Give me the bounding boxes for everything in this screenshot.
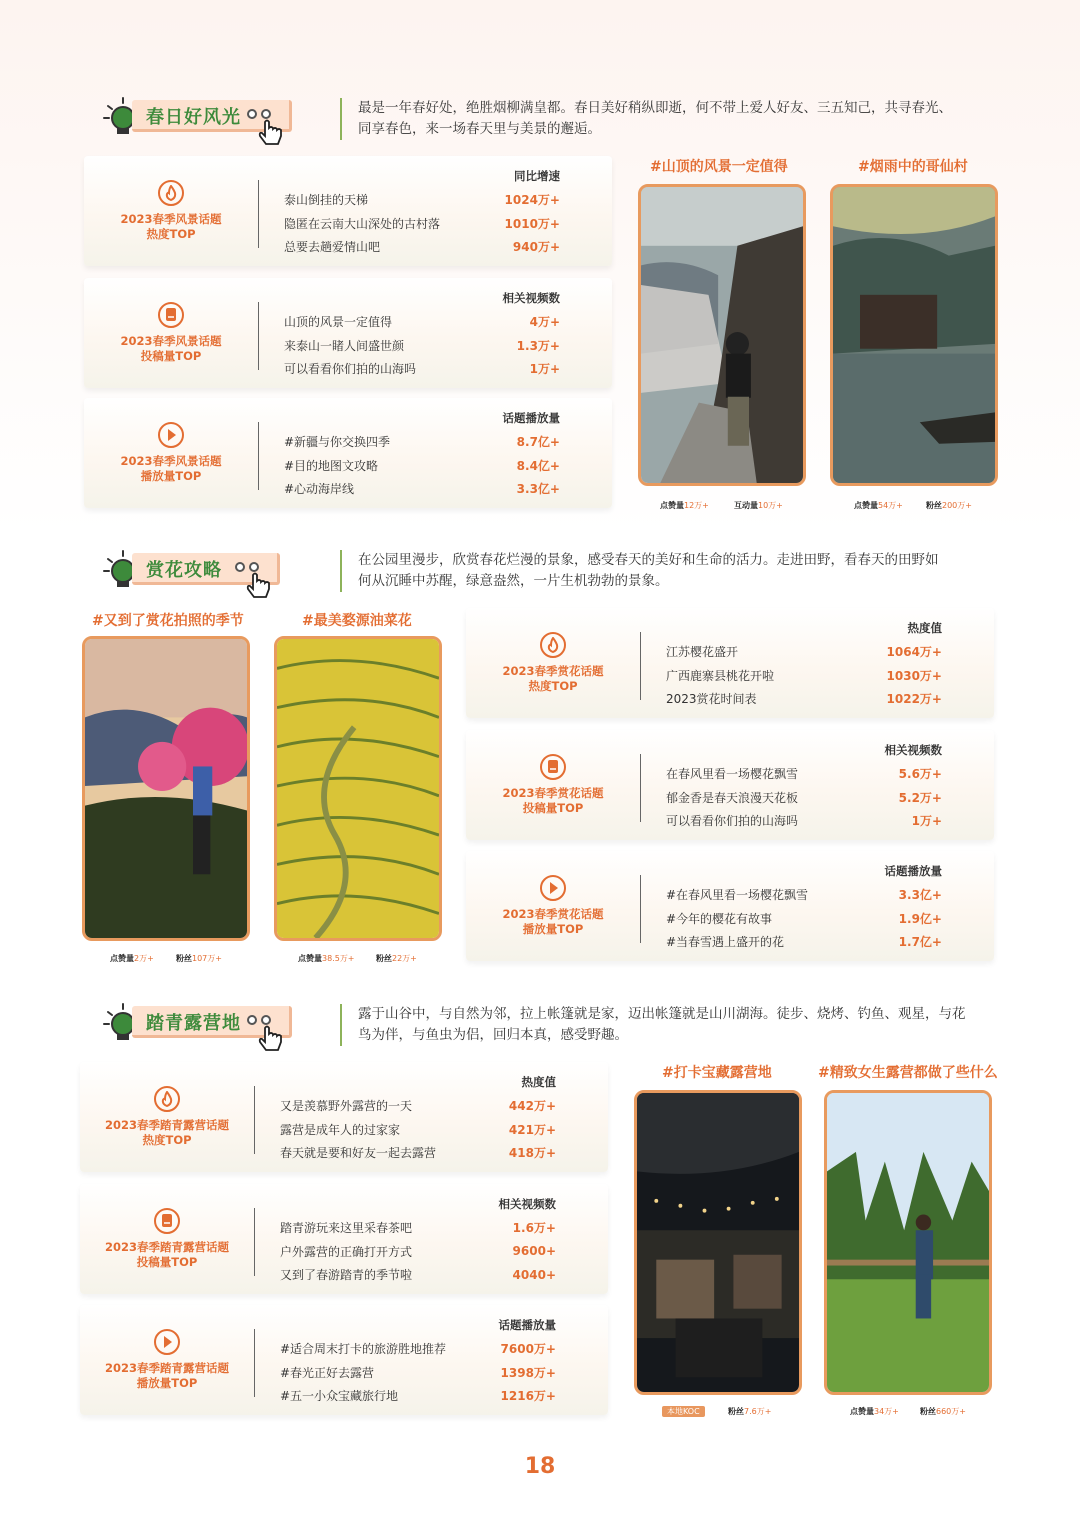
card-title: 2023春季赏花话题 热度TOP (502, 664, 604, 693)
card-title: 2023春季风景话题 热度TOP (120, 212, 222, 241)
section-tag-flowers (102, 547, 297, 597)
list-item: 广西鹿寨县桃花开啦 1030万+ (666, 668, 942, 683)
list-item: 又到了春游踏青的季节啦 4040+ (280, 1267, 556, 1283)
card-title: 2023春季踏青露营话题 播放量TOP (104, 1361, 229, 1390)
list-item: #在春风里看一场樱花飘雪 3.3亿+ (666, 888, 942, 903)
list-item: 户外露营的正确打开方式 9600+ (280, 1244, 556, 1259)
photo-misty-village[interactable] (830, 184, 998, 486)
section-intro: 最是一年春好处，绝胜烟柳满皇都。春日美好稍纵即逝，何不带上爱人好友、三五知己，共寻春光、 同享春色，来一场春天里与美景的邂逅。 (340, 98, 1000, 140)
topic-card-plays (84, 398, 612, 508)
card-title: 2023春季踏青露营话题 投稿量TOP (104, 1240, 229, 1269)
photo-hashtag: #山顶的风景一定值得 (650, 159, 788, 175)
list-item: 露营是成年人的过家家 421万+ (280, 1122, 556, 1137)
topic-card-submissions (80, 1184, 608, 1294)
list-item: #新疆与你交换四季 8.7亿+ (284, 435, 560, 450)
page-number: 18 (524, 1454, 556, 1479)
photo-rapeseed-field[interactable] (274, 636, 442, 941)
photo-stats: 互动量10万+ (734, 501, 783, 510)
list-item: #当春雪遇上盛开的花 1.7亿+ (666, 935, 942, 950)
list-item: #今年的樱花有故事 1.9亿+ (666, 911, 942, 926)
photo-stats: 粉丝7.6万+ (728, 1407, 772, 1416)
photo-stats: 粉丝107万+ (176, 954, 222, 963)
document-icon (154, 1208, 180, 1234)
list-item: 可以看看你们拍的山海吗 1万+ (666, 814, 942, 829)
play-icon (540, 875, 566, 901)
photo-stats: 点赞量12万+ (660, 501, 709, 510)
photo-stats (662, 1406, 705, 1417)
topic-card-submissions (84, 278, 612, 388)
photo-mountain-top[interactable] (638, 184, 806, 486)
metric-header: 话题播放量 (884, 864, 942, 878)
list-item: #目的地图文攻略 8.4亿+ (284, 458, 560, 473)
section-intro: 露于山谷中，与自然为邻，拉上帐篷就是家，迈出帐篷就是山川湖海。徒步、烧烤、钓鱼、观星，与花 鸟为伴，与鱼虫为侣，回归本真，感受野趣。 (340, 1004, 1005, 1046)
list-item: 隐匿在云南大山深处的古村落 1010万+ (284, 216, 560, 231)
photo-meadow-walk[interactable] (824, 1090, 992, 1395)
topic-card-heat (84, 156, 612, 266)
photo-stats: 粉丝660万+ (920, 1407, 966, 1416)
topic-card-heat (80, 1062, 608, 1172)
list-item: 可以看看你们拍的山海吗 1万+ (284, 362, 560, 377)
list-item: #心动海岸线 3.3亿+ (284, 482, 560, 497)
photo-stats: 点赞量34万+ (850, 1407, 899, 1416)
card-title: 2023春季风景话题 投稿量TOP (120, 334, 222, 363)
metric-header: 相关视频数 (498, 1197, 556, 1211)
koc-badge: 本地KOC (662, 1406, 705, 1417)
list-item: #适合周末打卡的旅游胜地推荐 7600万+ (280, 1342, 556, 1357)
section-tag-camping (102, 1000, 297, 1050)
list-item: 在春风里看一场樱花飘雪 5.6万+ (666, 767, 942, 782)
list-item: 春天就是要和好友一起去露营 418万+ (280, 1146, 556, 1161)
section-title: 春日好风光 (146, 107, 241, 128)
play-icon (158, 422, 184, 448)
pointer-hand-icon (244, 571, 274, 601)
metric-header: 热度值 (907, 621, 942, 635)
photo-hashtag: #精致女生露营都做了些什么 (818, 1065, 998, 1081)
section-title: 踏青露营地 (146, 1013, 241, 1034)
list-item: 踏青游玩来这里采春茶吧 1.6万+ (280, 1221, 556, 1236)
fire-icon (154, 1086, 180, 1112)
photo-hashtag: #打卡宝藏露营地 (662, 1065, 772, 1081)
metric-header: 相关视频数 (884, 743, 942, 757)
pointer-hand-icon (256, 1024, 286, 1054)
photo-stats: 点赞量54万+ (854, 501, 903, 510)
list-item: #五一小众宝藏旅行地 1216万+ (280, 1389, 556, 1404)
photo-stats: 点赞量2万+ (110, 954, 154, 963)
document-icon (540, 754, 566, 780)
list-item: 来泰山一睹人间盛世颜 1.3万+ (284, 338, 560, 353)
photo-night-camp[interactable] (634, 1090, 802, 1395)
list-item: 总要去趟爱情山吧 940万+ (284, 240, 560, 255)
list-item: 郁金香是春天浪漫天花板 5.2万+ (666, 790, 942, 805)
metric-header: 相关视频数 (502, 291, 560, 305)
topic-card-heat (466, 608, 994, 718)
fire-icon (158, 180, 184, 206)
section-intro: 在公园里漫步，欣赏春花烂漫的景象，感受春天的美好和生命的活力。走进田野，看春天的田野如 何从沉睡中苏醒，绿意盎然，一片生机勃勃的景象。 (340, 550, 1000, 592)
play-icon (154, 1329, 180, 1355)
list-item: 江苏樱花盛开 1064万+ (666, 645, 942, 660)
card-title: 2023春季风景话题 播放量TOP (120, 454, 222, 483)
topic-card-plays (466, 851, 994, 961)
fire-icon (540, 632, 566, 658)
card-title: 2023春季赏花话题 投稿量TOP (502, 786, 604, 815)
photo-stats: 粉丝22万+ (376, 954, 417, 963)
section-title: 赏花攻略 (146, 560, 222, 581)
photo-hashtag: #又到了赏花拍照的季节 (92, 613, 244, 629)
photo-stats: 粉丝200万+ (926, 501, 972, 510)
photo-hashtag: #烟雨中的哥仙村 (858, 159, 968, 175)
photo-cherry-blossom[interactable] (82, 636, 250, 941)
topic-card-submissions (466, 730, 994, 840)
list-item: #春光正好去露营 1398万+ (280, 1365, 556, 1380)
card-title: 2023春季踏青露营话题 热度TOP (104, 1118, 229, 1147)
list-item: 泰山倒挂的天梯 1024万+ (284, 193, 560, 208)
metric-header: 同比增速 (514, 169, 560, 183)
metric-header: 话题播放量 (502, 411, 560, 425)
list-item: 又是羡慕野外露营的一天 442万+ (280, 1099, 556, 1114)
section-tag-spring-scenery (102, 94, 297, 144)
document-icon (158, 302, 184, 328)
topic-card-plays (80, 1305, 608, 1415)
pointer-hand-icon (256, 118, 286, 148)
metric-header: 热度值 (521, 1075, 556, 1089)
card-title: 2023春季赏花话题 播放量TOP (502, 907, 604, 936)
metric-header: 话题播放量 (498, 1318, 556, 1332)
photo-stats: 点赞量38.5万+ (298, 954, 355, 963)
photo-hashtag: #最美婺源油菜花 (302, 613, 412, 629)
list-item: 山顶的风景一定值得 4万+ (284, 315, 560, 330)
list-item: 2023赏花时间表 1022万+ (666, 692, 942, 707)
